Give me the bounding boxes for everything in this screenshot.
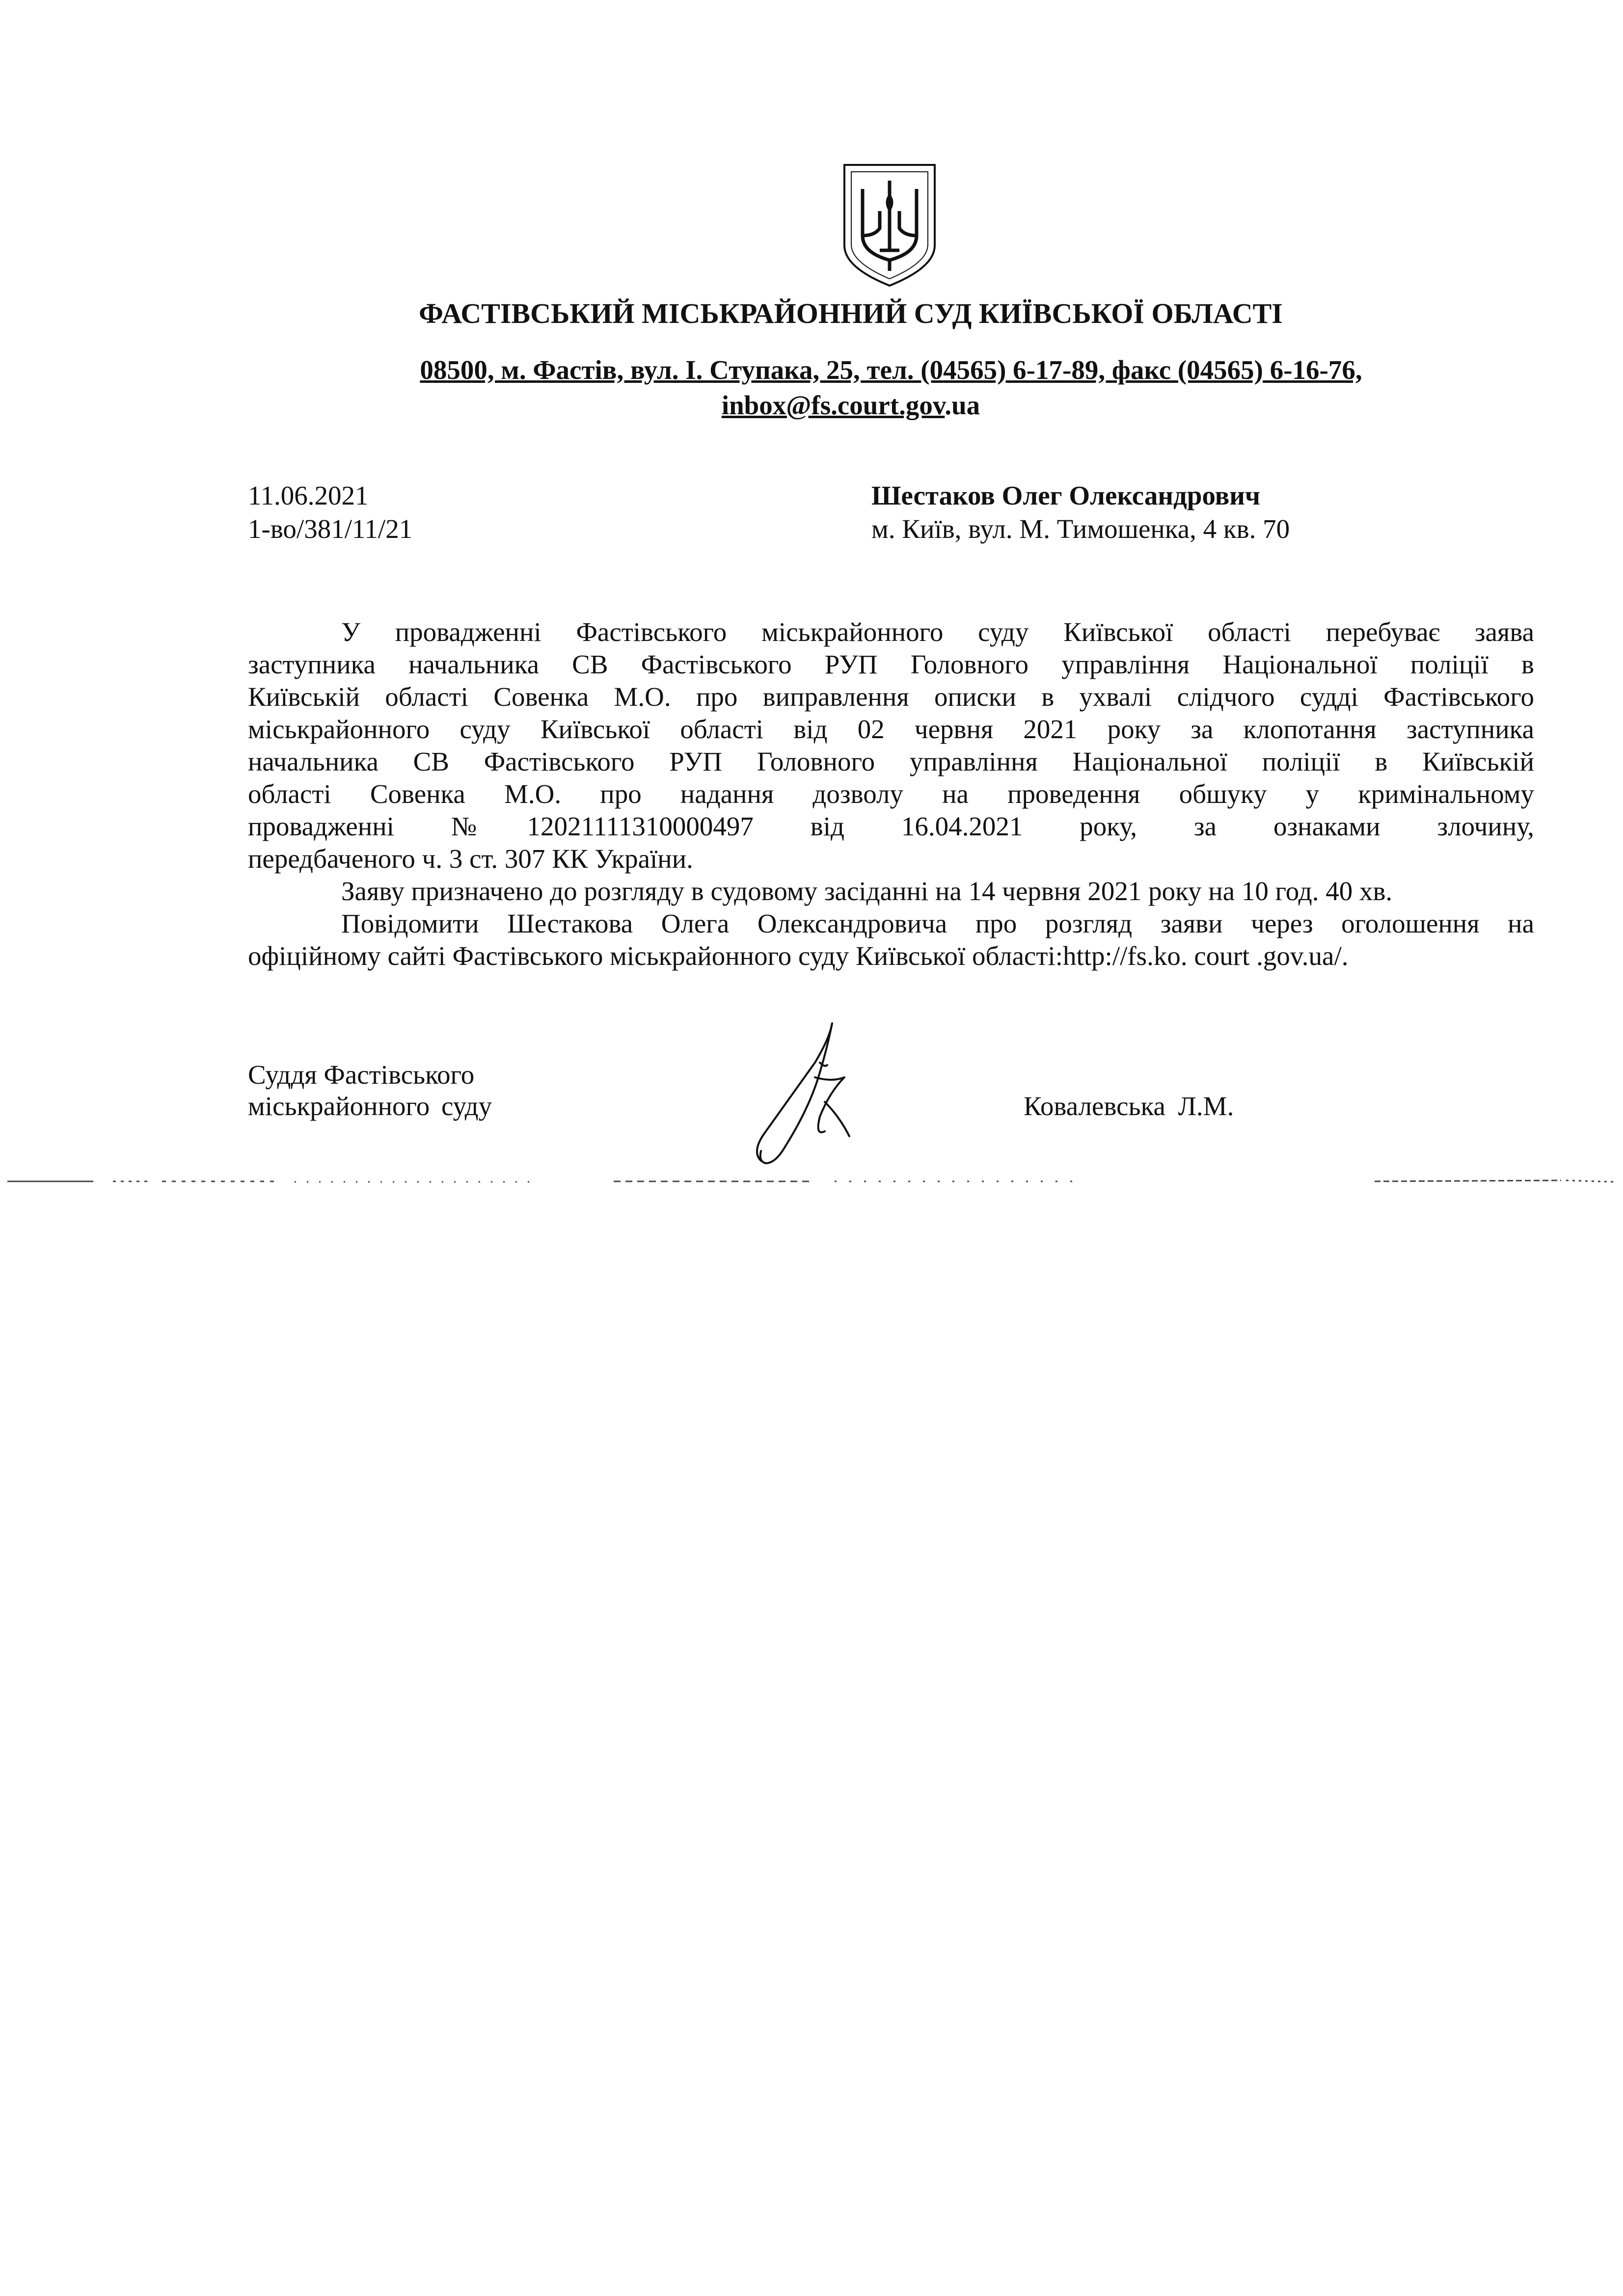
court-name-heading: ФАСТІВСЬКИЙ МІСЬКРАЙОННИЙ СУД КИЇВСЬКОЇ ОБЛАСТІ xyxy=(419,297,1283,329)
body-paragraph-1-line: міськрайонного суду Київської області від 02 червня 2021 року за клопотання заступника xyxy=(248,714,1534,744)
court-address: 08500, м. Фастів, вул. І. Ступака, 25, тел. (04565) 6-17-89, факс (04565) 6-16-76, xyxy=(420,355,1362,385)
court-email-suffix: .ua xyxy=(945,390,980,420)
body-paragraph-1-line: передбаченого ч. 3 ст. 307 КК України. xyxy=(248,844,693,874)
body-paragraph-3-line: Повідомити Шестакова Олега Олександровича про розгляд заяви через оголошення на xyxy=(341,908,1534,938)
body-paragraph-3-line: офіційному сайті Фастівського міськрайонного суду Київської області:http://fs.ko. court .gov.ua/. xyxy=(248,941,1349,971)
ukraine-trident-emblem-icon xyxy=(840,162,939,290)
case-reference-number: 1-во/381/11/21 xyxy=(248,514,413,544)
letter-body xyxy=(248,616,1534,972)
letter-date: 11.06.2021 xyxy=(248,481,369,510)
recipient-name: Шестаков Олег Олександрович xyxy=(871,481,1260,510)
body-paragraph-1-line: Київській області Совенка М.О. про виправлення описки в ухвалі слідчого судді Фастівського xyxy=(248,682,1534,712)
signer-title-line-2: міськрайонного суду xyxy=(248,1091,492,1121)
court-email-link[interactable]: inbox@fs.court.gov xyxy=(721,390,945,420)
signer-title-line-1: Суддя Фастівського xyxy=(248,1060,475,1090)
body-paragraph-1-line: заступника начальника СВ Фастівського РУП Головного управління Національної поліції в xyxy=(248,649,1534,679)
body-paragraph-1-line: начальника СВ Фастівського РУП Головного управління Національної поліції в Київській xyxy=(248,747,1534,776)
judge-name: Ковалевська Л.М. xyxy=(1024,1091,1234,1121)
scan-artifact-divider xyxy=(0,1178,1623,1184)
body-paragraph-1-line: провадженні №12021111310000497 від 16.04.2021 року, за ознаками злочину, xyxy=(248,811,1534,841)
body-paragraph-2: Заяву призначено до розгляду в судовому засіданні на 14 червня 2021 року на 10 год. 40 хв. xyxy=(341,876,1393,906)
court-email-line xyxy=(0,390,1623,421)
body-paragraph-1-line: У провадженні Фастівського міськрайонного суду Київської області перебуває заява xyxy=(341,617,1534,647)
handwritten-signature xyxy=(746,1018,874,1171)
recipient-address: м. Київ, вул. М. Тимошенка, 4 кв. 70 xyxy=(871,514,1290,544)
body-paragraph-1-line: області Совенка М.О. про надання дозволу на проведення обшуку у кримінальному xyxy=(248,779,1534,809)
